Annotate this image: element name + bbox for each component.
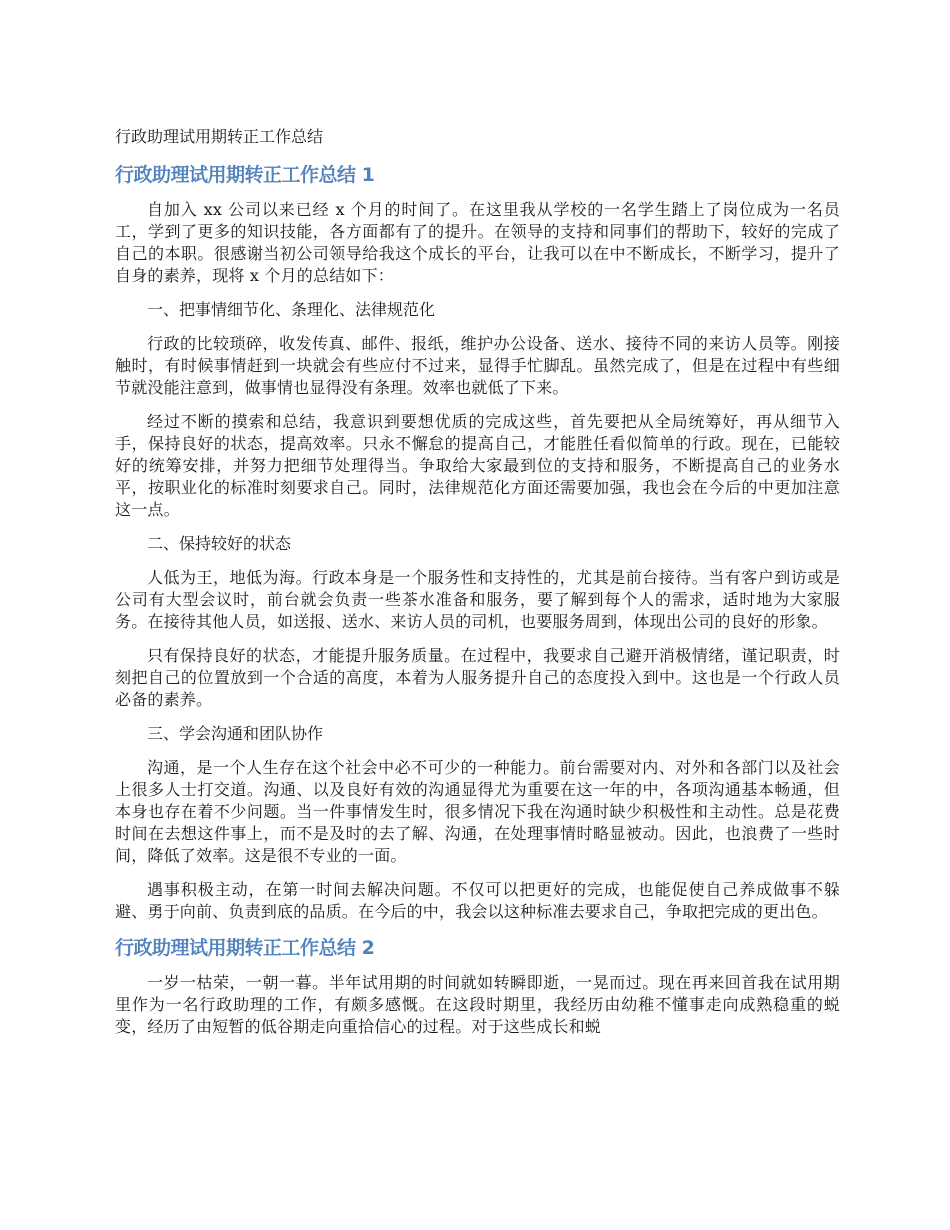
section-heading: 行政助理试用期转正工作总结 1 bbox=[115, 164, 375, 186]
sub-heading: 二、保持较好的状态 bbox=[147, 534, 292, 553]
paragraph: 只有保持良好的状态，才能提升服务质量。在过程中，我要求自己避开消极情绪，谨记职责，时刻把自己的位置放到一个合适的高度，本着为人服务提升自己的态度投入到中。这也是一个行政人员必备的素养。 bbox=[115, 646, 840, 709]
sub-heading: 一、把事情细节化、条理化、法律规范化 bbox=[147, 300, 436, 319]
document-body bbox=[115, 162, 840, 1038]
paragraph: 沟通，是一个人生存在这个社会中必不可少的一种能力。前台需要对内、对外和各部门以及社会上很多人士打交道。沟通、以及良好有效的沟通显得尤为重要在这一年的中，各项沟通基本畅通，但本身也存在着不少问题。当一件事情发生时，很多情况下我在沟通时缺少积极性和主动性。总是花费时间在去想这件事上，而不是及时的去了解、沟通，在处理事情时略显被动。因此，也浪费了一些时间，降低了效率。这是很不专业的一面。 bbox=[115, 758, 840, 865]
document-page bbox=[115, 126, 840, 1050]
paragraph: 一岁一枯荣，一朝一暮。半年试用期的时间就如转瞬即逝，一晃而过。现在再来回首我在试用期里作为一名行政助理的工作，有颇多感慨。在这段时期里，我经历由幼稚不懂事走向成熟稳重的蜕变，经历了由短暂的低谷期走向重拾信心的过程。对于这些成长和蜕 bbox=[115, 973, 840, 1036]
sub-heading: 三、学会沟通和团队协作 bbox=[147, 724, 324, 743]
paragraph: 遇事积极主动，在第一时间去解决问题。不仅可以把更好的完成，也能促使自己养成做事不躲避、勇于向前、负责到底的品质。在今后的中，我会以这种标准去要求自己，争取把完成的更出色。 bbox=[115, 880, 840, 921]
section-1 bbox=[115, 162, 840, 923]
paragraph: 自加入 xx 公司以来已经 x 个月的时间了。在这里我从学校的一名学生踏上了岗位成为一名员工，学到了更多的知识技能，各方面都有了的提升。在领导的支持和同事们的帮助下，较好的完成了自己的本职。很感谢当初公司领导给我这个成长的平台，让我可以在中不断成长，不断学习，提升了自身的素养，现将 x 个月的总结如下： bbox=[115, 200, 840, 285]
section-heading: 行政助理试用期转正工作总结 2 bbox=[115, 937, 375, 959]
paragraph: 行政的比较琐碎，收发传真、邮件、报纸，维护办公设备、送水、接待不同的来访人员等。刚接触时，有时候事情赶到一块就会有些应付不过来，显得手忙脚乱。虽然完成了，但是在过程中有些细节就没能注意到，做事情也显得没有条理。效率也就低了下来。 bbox=[115, 334, 840, 397]
section-2 bbox=[115, 935, 840, 1038]
paragraph: 人低为王，地低为海。行政本身是一个服务性和支持性的，尤其是前台接待。当有客户到访或是公司有大型会议时，前台就会负责一些茶水准备和服务，要了解到每个人的需求，适时地为大家服务。在接待其他人员，如送报、送水、来访人员的司机，也要服务周到，体现出公司的良好的形象。 bbox=[115, 568, 840, 631]
document-title: 行政助理试用期转正工作总结 bbox=[115, 127, 324, 146]
paragraph: 经过不断的摸索和总结，我意识到要想优质的完成这些，首先要把从全局统筹好，再从细节入手，保持良好的状态，提高效率。只永不懈怠的提高自己，才能胜任看似简单的行政。现在，已能较好的统筹安排，并努力把细节处理得当。争取给大家最到位的支持和服务，不断提高自己的业务水平，按职业化的标准时刻要求自己。同时，法律规范化方面还需要加强，我也会在今后的中更加注意这一点。 bbox=[115, 412, 840, 519]
